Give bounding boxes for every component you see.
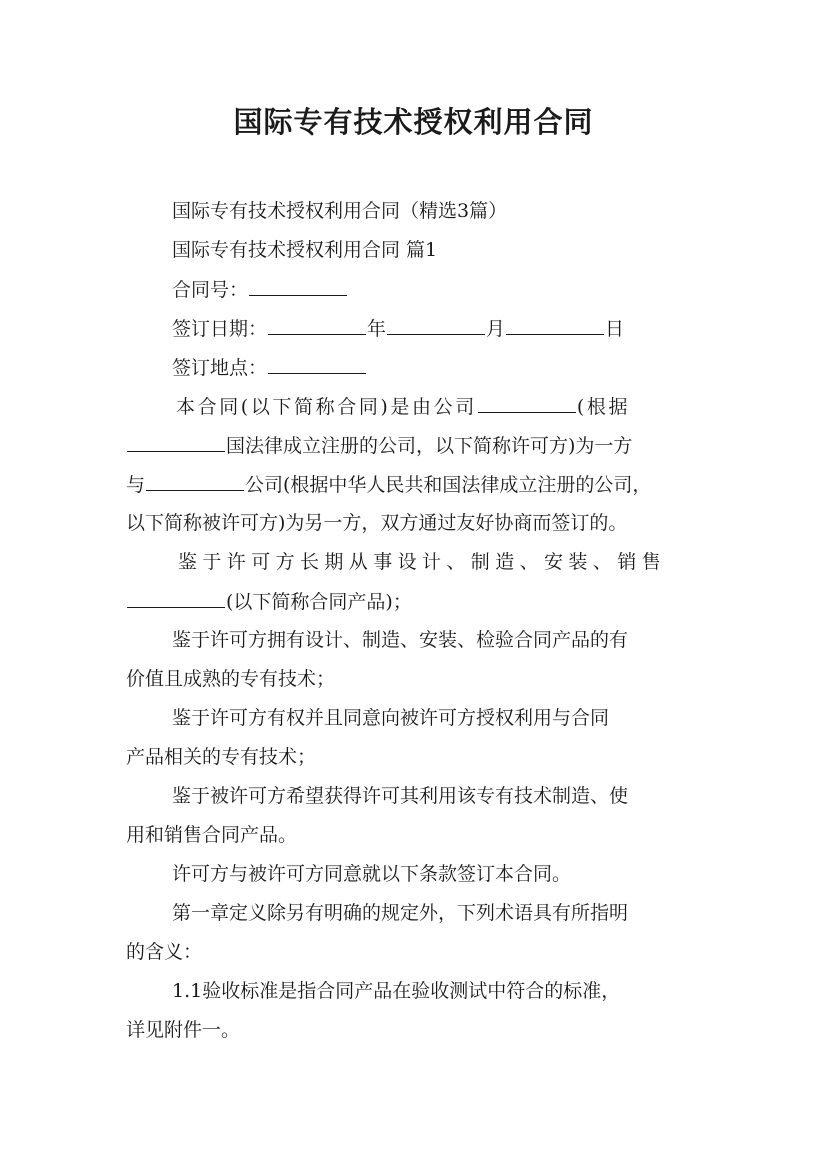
paragraph-1-text-b: (根据 xyxy=(576,396,631,418)
subtitle: 国际专有技术授权利用合同（精选3篇） xyxy=(172,200,508,222)
party-a-company-blank xyxy=(478,394,576,413)
paragraph-5-line-1: 鉴于被许可方希望获得许可其利用该专有技术制造、使 xyxy=(172,785,629,807)
sign-month-label: 月 xyxy=(486,318,506,340)
contract-number-blank xyxy=(249,277,347,296)
paragraph-1-text-d: 与 xyxy=(126,474,146,496)
paragraph-1-text-e: 公司(根据中华人民共和国法律成立注册的公司， xyxy=(245,474,652,496)
paragraph-8-line-2: 详见附件一。 xyxy=(126,1019,241,1041)
paragraph-1-line-3 xyxy=(126,472,651,497)
sign-year-label: 年 xyxy=(367,318,387,340)
paragraph-4-line-2: 产品相关的专有技术； xyxy=(126,746,317,768)
sign-place-line xyxy=(172,355,367,380)
party-b-company-blank xyxy=(146,472,244,491)
product-blank xyxy=(127,589,225,608)
paragraph-1-text-a: 本合同(以下简称合同)是由公司 xyxy=(176,396,477,418)
paragraph-1-text-c: 国法律成立注册的公司，以下简称许可方)为一方 xyxy=(226,435,633,457)
paragraph-2-text-b: (以下简称合同产品)； xyxy=(226,591,412,613)
sign-day-blank xyxy=(506,316,604,335)
paragraph-7-line-2: 的含义： xyxy=(126,941,203,963)
paragraph-2-line-2 xyxy=(126,589,412,614)
paragraph-3-line-2: 价值且成熟的专有技术； xyxy=(126,668,336,690)
paragraph-5-line-2: 用和销售合同产品。 xyxy=(126,824,298,846)
paragraph-6: 许可方与被许可方同意就以下条款签订本合同。 xyxy=(172,863,572,885)
sign-day-label: 日 xyxy=(605,318,625,340)
sign-month-blank xyxy=(387,316,485,335)
paragraph-1-line-4: 以下简称被许可方)为另一方，双方通过友好协商而签订的。 xyxy=(126,512,628,534)
sign-year-blank xyxy=(268,316,366,335)
paragraph-1-line-1 xyxy=(176,394,630,419)
contract-number-label: 合同号： xyxy=(172,279,249,301)
paragraph-4-line-1: 鉴于许可方有权并且同意向被许可方授权利用与合同 xyxy=(172,707,610,729)
sign-date-line xyxy=(172,316,624,341)
paragraph-3-line-1: 鉴于许可方拥有设计、制造、安装、检验合同产品的有 xyxy=(172,629,629,651)
paragraph-2-line-1: 鉴于许可方长期从事设计、制造、安装、销售 xyxy=(178,551,667,573)
sign-place-label: 签订地点： xyxy=(172,357,268,379)
party-a-country-blank xyxy=(127,433,225,452)
paragraph-1-line-2 xyxy=(126,433,632,458)
section-heading: 国际专有技术授权利用合同 篇1 xyxy=(172,239,438,261)
page-title: 国际专有技术授权利用合同 xyxy=(233,105,594,139)
paragraph-7-line-1: 第一章定义除另有明确的规定外，下列术语具有所指明 xyxy=(172,902,629,924)
sign-place-blank xyxy=(268,355,366,374)
paragraph-8-line-1: 1.1验收标准是指合同产品在验收测试中符合的标准， xyxy=(172,980,621,1002)
contract-number-line xyxy=(172,277,348,302)
sign-date-label: 签订日期： xyxy=(172,318,268,340)
